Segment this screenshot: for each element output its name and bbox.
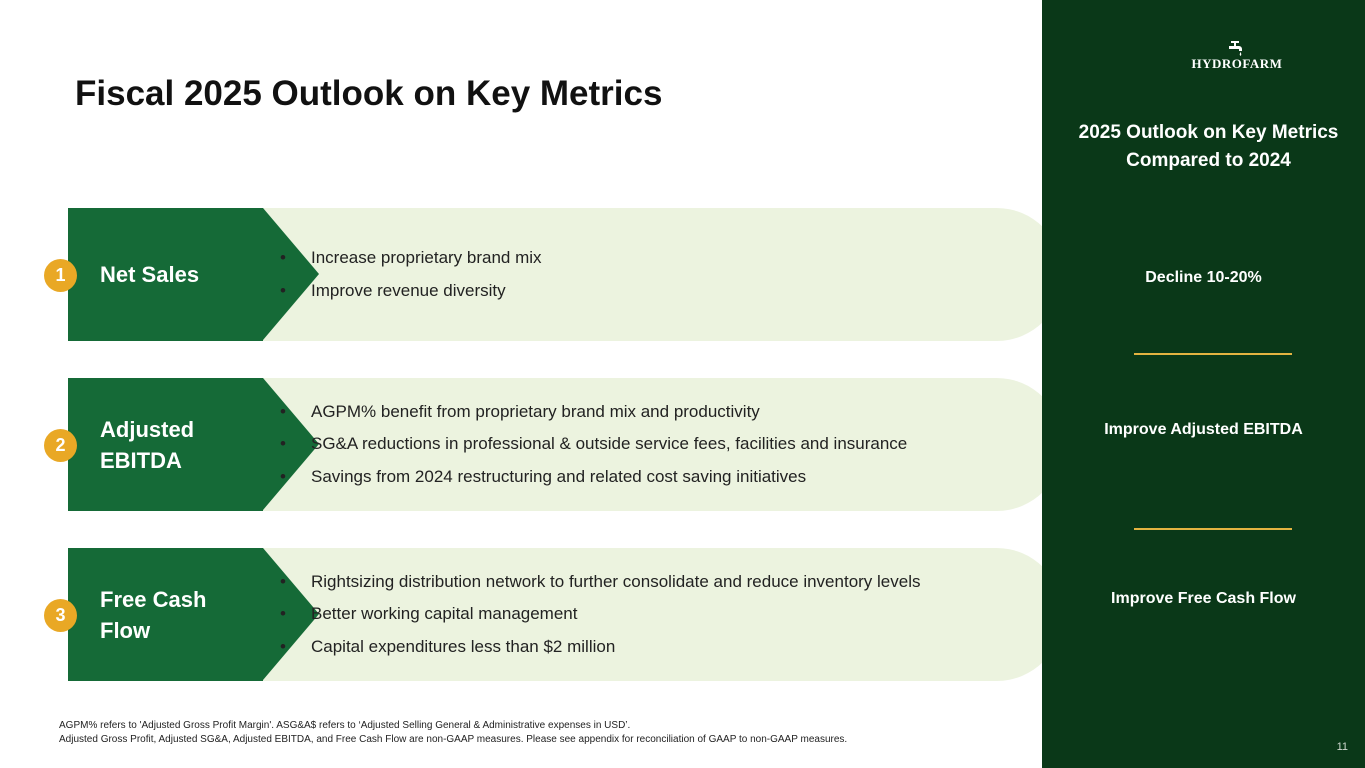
bullet-item: [280, 631, 1040, 664]
outlook-net-sales: Decline 10-20%: [1145, 269, 1262, 286]
footnotes: [59, 719, 1019, 747]
metric-row-net-sales: [55, 208, 1063, 341]
metric-row-free-cash-flow: [55, 548, 1063, 681]
bullet-text: AGPM% benefit from proprietary brand mix and productivity: [311, 401, 760, 421]
bullet-text: Increase proprietary brand mix: [311, 248, 542, 267]
bullet-item: [280, 566, 1040, 599]
bullet-dot: •: [280, 280, 286, 300]
bullet-dot: •: [280, 434, 286, 454]
metric-number-badge: 1: [44, 259, 77, 292]
metric-row-adjusted-ebitda: [55, 378, 1063, 511]
bullet-dot: •: [280, 401, 286, 421]
bullet-dot: •: [280, 636, 286, 656]
page-number: 11: [1336, 741, 1348, 753]
footnote-line: Adjusted Gross Profit, Adjusted SG&A, Adjusted EBITDA, and Free Cash Flow are non-GAAP measures. Please see appendix for reconciliation of GAAP to non-GAAP measures.: [59, 734, 848, 745]
gold-divider: [1134, 528, 1292, 530]
metric-label: Free Cash Flow: [100, 586, 207, 643]
bullet-item: [280, 461, 1040, 494]
bullet-item: [280, 275, 1040, 308]
bullet-dot: •: [280, 466, 286, 486]
metric-number-badge: 3: [44, 599, 77, 632]
outlook-side-panel: [1042, 0, 1365, 768]
bullet-text: Savings from 2024 restructuring and related cost saving initiatives: [311, 466, 807, 486]
outlook-free-cash-flow: Improve Free Cash Flow: [1111, 590, 1296, 607]
metric-number-badge: 2: [44, 429, 77, 462]
hydrofarm-logo: [1182, 40, 1292, 74]
metric-label: Net Sales: [100, 262, 200, 287]
gold-divider: [1134, 353, 1292, 355]
slide-title: Fiscal 2025 Outlook on Key Metrics: [75, 74, 663, 113]
metric-bullet-list: [280, 378, 1040, 511]
bullet-item: [280, 242, 1040, 275]
bullet-item: [280, 598, 1040, 631]
bullet-text: Better working capital management: [311, 604, 578, 624]
outlook-adjusted-ebitda: Improve Adjusted EBITDA: [1104, 421, 1303, 438]
bullet-text: Improve revenue diversity: [311, 280, 506, 300]
bullet-text: Capital expenditures less than $2 million: [311, 636, 616, 656]
metric-bullet-list: [280, 208, 1040, 341]
bullet-dot: •: [280, 248, 286, 267]
bullet-text: SG&A reductions in professional & outside service fees, facilities and insurance: [311, 434, 908, 454]
outlook-heading: 2025 Outlook on Key Metrics Compared to 2024: [1078, 122, 1339, 171]
bullet-dot: •: [280, 604, 286, 624]
metric-bullet-list: [280, 548, 1040, 681]
footnote-line: AGPM% refers to 'Adjusted Gross Profit Margin'. ASG&A$ refers to ‘Adjusted Selling General & Administrative expenses in USD’.: [59, 720, 631, 731]
logo-wordmark: HYDROFARM: [1191, 56, 1283, 71]
bullet-text: Rightsizing distribution network to further consolidate and reduce inventory levels: [311, 571, 921, 591]
bullet-dot: •: [280, 571, 286, 591]
bullet-item: [280, 428, 1040, 461]
metric-label: Adjusted EBITDA: [100, 416, 195, 473]
bullet-item: [280, 396, 1040, 429]
